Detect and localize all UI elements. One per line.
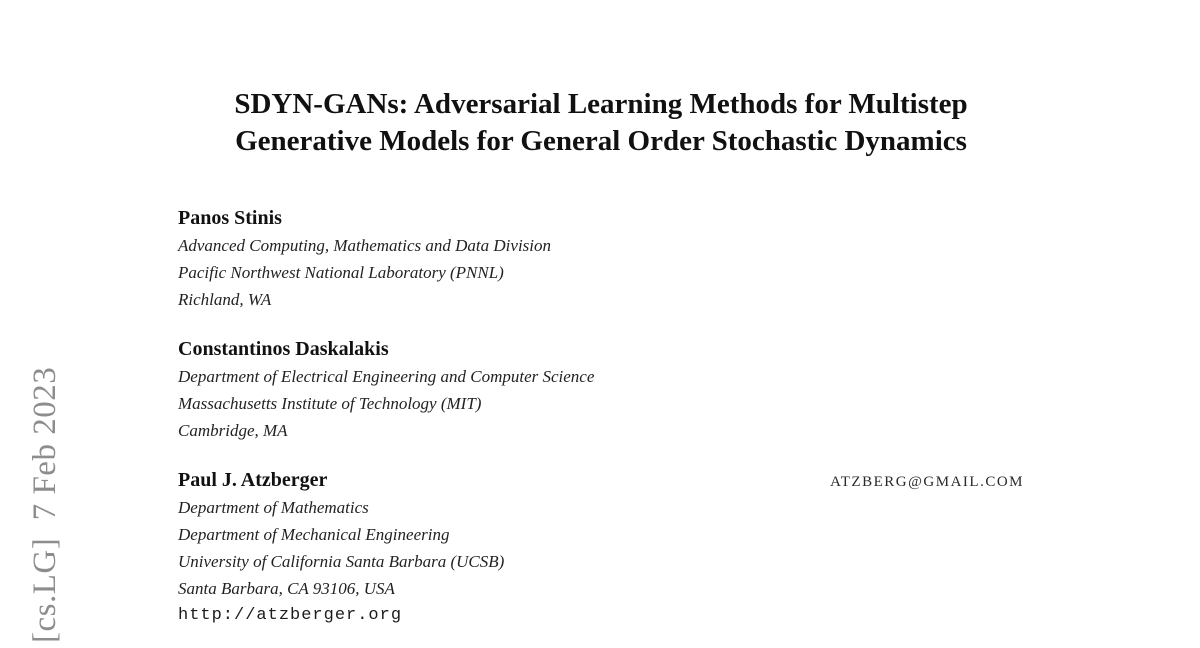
author-affiliation: Department of Electrical Engineering and Computer Science: [178, 367, 595, 386]
author-affiliation: Department of Mechanical Engineering: [178, 525, 450, 544]
author-name: Paul J. Atzberger: [178, 469, 328, 491]
author-row: [178, 204, 1024, 232]
author-affiliation: University of California Santa Barbara (UCSB): [178, 552, 505, 571]
author-name: Constantinos Daskalakis: [178, 338, 389, 360]
paper-content: [178, 0, 1024, 629]
paper-title-line-2: Generative Models for General Order Stochastic Dynamics: [235, 125, 967, 157]
author-block-atzberger: [178, 466, 1024, 629]
author-affiliation: Advanced Computing, Mathematics and Data Division: [178, 236, 552, 255]
author-affiliation: Santa Barbara, CA 93106, USA: [178, 579, 395, 598]
paper-title: [178, 86, 1024, 160]
author-row: [178, 466, 1024, 494]
author-affiliation: Cambridge, MA: [178, 421, 288, 440]
author-email: ATZBERG@GMAIL.COM: [830, 474, 1024, 490]
author-affiliation: Pacific Northwest National Laboratory (PNNL): [178, 263, 504, 282]
author-website-link[interactable]: http://atzberger.org: [178, 606, 403, 625]
arxiv-stamp: [cs.LG] 7 Feb 2023: [27, 366, 63, 643]
author-block-stinis: [178, 204, 1024, 313]
author-name: Panos Stinis: [178, 207, 282, 229]
author-block-daskalakis: [178, 335, 1024, 444]
author-affiliation: Department of Mathematics: [178, 498, 369, 517]
author-affiliation: Richland, WA: [178, 290, 272, 309]
author-affiliation: Massachusetts Institute of Technology (MIT): [178, 394, 482, 413]
author-row: [178, 335, 1024, 363]
paper-title-line-1: SDYN-GANs: Adversarial Learning Methods for Multistep: [234, 88, 968, 120]
